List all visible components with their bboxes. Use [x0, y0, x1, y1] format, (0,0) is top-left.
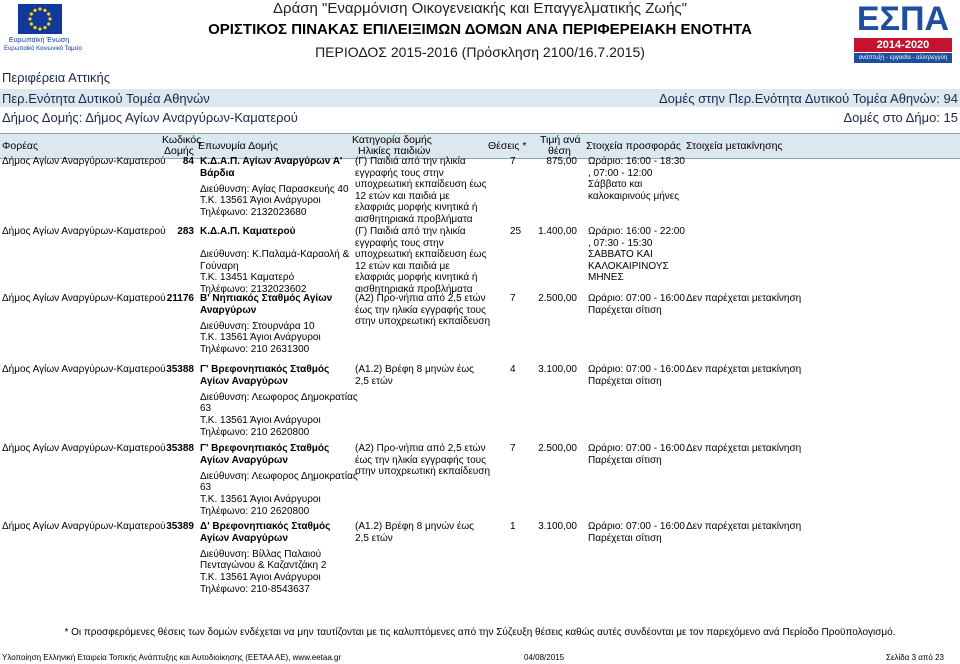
row-seats: 7: [510, 293, 516, 304]
row-name: Κ.Δ.Α.Π. Αγίων Αναργύρων Α': [200, 156, 343, 167]
col-category-line2: Ηλικίες παιδιών: [358, 145, 431, 157]
col-offer: Στοιχεία προσφοράς: [586, 140, 681, 152]
espa-title: ΕΣΠΑ: [856, 0, 950, 38]
col-transport: Στοιχεία μετακίνησης: [686, 140, 783, 152]
row-seats: 1: [510, 521, 516, 532]
row-code: 21176: [166, 293, 194, 304]
row-category: ελαφριάς μορφής κινητικά ή: [355, 272, 478, 284]
row-offer: Ωράριο: 07:00 - 16:00: [588, 364, 685, 375]
col-name: Επωνυμία Δομής: [198, 140, 278, 152]
row-name: Κ.Δ.Α.Π. Καματερού: [200, 226, 296, 237]
table-row: [0, 364, 960, 443]
region-label: Περιφέρεια Αττικής: [2, 70, 111, 85]
row-category: (Α1.2) Βρέφη 8 μηνών έως: [355, 521, 474, 532]
row-category: έως την ηλικία εγγραφής τους: [355, 454, 486, 466]
row-address: Διεύθυνση: Λεωφορος Δημοκρατίας: [200, 391, 358, 403]
row-price: 2.500,00: [538, 443, 577, 454]
row-category: έως την ηλικία εγγραφής τους: [355, 304, 486, 316]
municipality-label: Δήμος Δομής: Δήμος Αγίων Αναργύρων-Καματερού: [2, 110, 298, 125]
row-offer: ΣΑΒΒΑΤΟ ΚΑΙ: [588, 249, 653, 261]
row-category: αισθητηριακά προβλήματα: [355, 214, 473, 225]
row-address: Διεύθυνση: Λεωφορος Δημοκρατίας: [200, 470, 358, 482]
row-category: (Α1.2) Βρέφη 8 μηνών έως: [355, 364, 474, 375]
row-transport: Δεν παρέχεται μετακίνηση: [686, 443, 802, 454]
row-category: υποχρεωτική εκπαίδευση έως: [355, 179, 487, 191]
eu-logo-line2: Ευρωπαϊκό Κοινωνικό Ταμείο: [4, 46, 82, 52]
row-offer: , 07:30 - 15:30: [588, 237, 653, 249]
eu-logo-line1: Ευρωπαϊκή Ένωση: [8, 37, 70, 44]
footer-page: Σελίδα 3 από 23: [886, 653, 944, 662]
row-address: Διεύθυνση: Κ.Παλαμά-Καραολή &: [200, 249, 350, 261]
row-offer: Παρέχεται σίτιση: [588, 375, 662, 387]
row-operator: Δήμος Αγίων Αναργύρων-Καματερού: [2, 443, 166, 454]
row-category: (Γ) Παιδιά από την ηλικία: [355, 156, 466, 167]
row-transport: Δεν παρέχεται μετακίνηση: [686, 521, 802, 532]
page-footer: [0, 650, 960, 664]
row-category: 2,5 ετών: [355, 532, 393, 544]
table-body: [0, 156, 960, 626]
row-name: Δ' Βρεφονηπιακός Σταθμός: [200, 521, 331, 532]
row-price: 3.100,00: [538, 521, 577, 532]
row-offer: Παρέχεται σίτιση: [588, 454, 662, 466]
row-name: Γ' Βρεφονηπιακός Σταθμός: [200, 364, 330, 375]
row-name: Αναργύρων: [200, 304, 257, 316]
col-code-line1: Κωδικός: [162, 134, 202, 146]
col-category-line1: Κατηγορία δομής: [352, 134, 432, 146]
row-address: Τηλέφωνο: 2132023602: [200, 284, 307, 295]
row-address: Τ.Κ. 13561 Άγιοι Ανάργυροι: [200, 332, 321, 344]
row-category: ελαφριάς μορφής κινητικά ή: [355, 202, 478, 214]
row-seats: 7: [510, 156, 516, 167]
row-offer: καλοκαιρινούς μήνες: [588, 190, 680, 202]
col-operator: Φορέας: [2, 140, 39, 152]
row-operator: Δήμος Αγίων Αναργύρων-Καματερού: [2, 156, 166, 167]
row-category: (Γ) Παιδιά από την ηλικία: [355, 226, 466, 237]
row-address: 63: [200, 482, 212, 494]
row-category: αισθητηριακά προβλήματα: [355, 284, 473, 295]
row-offer: Σάββατο και: [588, 179, 643, 191]
row-price: 1.400,00: [538, 226, 577, 237]
row-offer: Παρέχεται σίτιση: [588, 532, 662, 544]
row-code: 35388: [166, 364, 194, 375]
municipality-count: Δομές στο Δήμο: 15: [843, 110, 958, 125]
espa-slogan: ανάπτυξη - εργασία - αλληλεγγύη: [854, 53, 952, 63]
row-address: Τηλέφωνο: 2132023680: [200, 207, 307, 219]
row-seats: 7: [510, 443, 516, 454]
row-offer: ΜΗΝΕΣ: [588, 272, 624, 284]
table-row: [0, 226, 960, 293]
row-category: 2,5 ετών: [355, 375, 393, 387]
row-address: Τ.Κ. 13561 Άγιοι Ανάργυροι: [200, 572, 321, 584]
row-transport: Δεν παρέχεται μετακίνηση: [686, 364, 802, 375]
row-address: Διεύθυνση: Αγίας Παρασκευής 40: [200, 183, 349, 195]
row-address: Τ.Κ. 13561 Άγιοι Ανάργυροι: [200, 195, 321, 207]
row-operator: Δήμος Αγίων Αναργύρων-Καματερού: [2, 521, 166, 532]
row-category: 12 ετών και παιδιά με: [355, 260, 450, 272]
row-category: εγγραφής τους στην: [355, 237, 444, 249]
row-address: Τ.Κ. 13451 Καματερό: [200, 272, 295, 284]
row-address: Γούναρη: [200, 260, 239, 272]
row-price: 2.500,00: [538, 293, 577, 304]
table-row: [0, 521, 960, 626]
table-row: [0, 443, 960, 521]
row-address: 63: [200, 403, 212, 415]
municipality-band: [0, 108, 960, 126]
col-price-line2: θέση: [548, 145, 571, 157]
row-address: Πενταγώνου & Καζαντζάκη 2: [200, 560, 327, 572]
row-offer: Ωράριο: 16:00 - 18:30: [588, 156, 685, 167]
row-price: 875,00: [546, 156, 577, 167]
col-seats: Θέσεις *: [488, 140, 527, 152]
footnote: * Οι προσφερόμενες θέσεις των δομών ενδέχεται να μην ταυτίζονται με τις καλυπτόμενες από την Σύζευξη θέσεις καθώς αυτές συνδέονται με τον παρεχόμενο ανά Περίοδο Προϋπολογισμό.: [64, 627, 896, 638]
row-name: Β' Νηπιακός Σταθμός Αγίων: [200, 293, 333, 304]
row-name: Βάρδια: [200, 167, 235, 179]
row-seats: 25: [510, 226, 522, 237]
period-title: ΠΕΡΙΟΔΟΣ 2015-2016 (Πρόσκληση 2100/16.7.2015): [315, 44, 645, 60]
row-category: στην υποχρεωτική εκπαίδευση: [355, 316, 490, 328]
row-name: Αγίων Αναργύρων: [200, 454, 288, 466]
row-code: 35389: [166, 521, 194, 532]
row-address: Τ.Κ. 13561 Άγιοι Ανάργυροι: [200, 494, 321, 506]
footer-org: Υλοποίηση Ελληνική Εταιρεία Τοπικής Ανάπτυξης και Αυτοδιοίκησης (ΕΕΤΑΑ ΑΕ), www.eetaa.gr: [2, 653, 342, 662]
row-seats: 4: [510, 364, 516, 375]
row-address: Διεύθυνση: Βίλλας Παλαιού: [200, 548, 322, 560]
row-address: Τηλέφωνο: 210 2620800: [200, 426, 310, 438]
row-code: 283: [177, 226, 194, 237]
row-code: 35388: [166, 443, 194, 454]
row-code: 84: [182, 156, 194, 167]
row-transport: Δεν παρέχεται μετακίνηση: [686, 293, 802, 304]
row-address: Τηλέφωνο: 210 2631300: [200, 344, 310, 356]
action-title: Δράση "Εναρμόνιση Οικογενειακής και Επαγγελματικής Ζωής": [273, 0, 687, 17]
table-row: [0, 156, 960, 226]
row-category: (Α2) Προ-νήπια από 2,5 ετών: [355, 443, 486, 454]
row-name: Αγίων Αναργύρων: [200, 532, 288, 544]
row-address: Τ.Κ. 13561 Άγιοι Ανάργυροι: [200, 415, 321, 427]
unit-count: Δομές στην Περ.Ενότητα Δυτικού Τομέα Αθηνών: 94: [659, 91, 958, 106]
row-category: υποχρεωτική εκπαίδευση έως: [355, 249, 487, 261]
page-title: ΟΡΙΣΤΙΚΟΣ ΠΙΝΑΚΑΣ ΕΠΙΛΕΙΞΙΜΩΝ ΔΟΜΩΝ ΑΝΑ ΠΕΡΙΦΕΡΕΙΑΚΗ ΕΝΟΤΗΤΑ: [208, 21, 752, 38]
row-address: Διεύθυνση: Στουρνάρα 10: [200, 320, 315, 332]
row-offer: Ωράριο: 07:00 - 16:00: [588, 293, 685, 304]
row-offer: Ωράριο: 07:00 - 16:00: [588, 443, 685, 454]
row-operator: Δήμος Αγίων Αναργύρων-Καματερού: [2, 226, 166, 237]
footer-date: 04/08/2015: [524, 653, 565, 662]
row-offer: Παρέχεται σίτιση: [588, 304, 662, 316]
row-operator: Δήμος Αγίων Αναργύρων-Καματερού: [2, 293, 166, 304]
row-offer: Ωράριο: 16:00 - 22:00: [588, 226, 685, 237]
row-address: Τηλέφωνο: 210-8543637: [200, 583, 310, 595]
row-offer: , 07:00 - 12:00: [588, 167, 653, 179]
row-address: Τηλέφωνο: 210 2620800: [200, 505, 310, 517]
unit-band: [0, 89, 960, 107]
row-name: Γ' Βρεφονηπιακός Σταθμός: [200, 443, 330, 454]
col-code-line2: Δομής: [164, 145, 194, 157]
row-price: 3.100,00: [538, 364, 577, 375]
row-operator: Δήμος Αγίων Αναργύρων-Καματερού: [2, 364, 166, 375]
col-price-line1: Τιμή ανά: [540, 134, 581, 146]
row-category: 12 ετών και παιδιά με: [355, 190, 450, 202]
unit-label: Περ.Ενότητα Δυτικού Τομέα Αθηνών: [2, 91, 210, 106]
row-offer: ΚΑΛΟΚΑΙΡΙΝΟΥΣ: [588, 260, 669, 272]
row-category: εγγραφής τους στην: [355, 167, 444, 179]
espa-years: 2014-2020: [854, 38, 952, 52]
row-category: (Α2) Προ-νήπια από 2,5 ετών: [355, 293, 486, 304]
table-row: [0, 293, 960, 364]
row-name: Αγίων Αναργύρων: [200, 375, 288, 387]
row-offer: Ωράριο: 07:00 - 16:00: [588, 521, 685, 532]
row-category: στην υποχρεωτική εκπαίδευση: [355, 466, 490, 478]
